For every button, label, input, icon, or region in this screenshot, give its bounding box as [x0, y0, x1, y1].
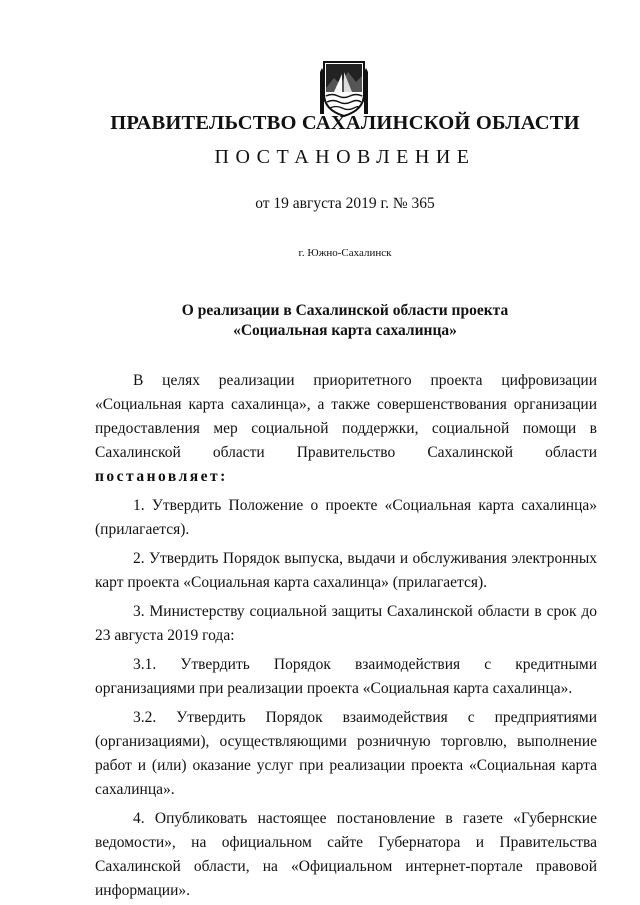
- clause-3: 3. Министерству социальной защиты Сахалинской области в срок до 23 августа 2019 года:: [95, 603, 597, 644]
- clause-2: 2. Утвердить Порядок выпуска, выдачи и обслуживания электронных карт проекта «Социальная карта сахалинца» (прилагается).: [95, 550, 597, 591]
- city-name: г. Южно-Сахалинск: [298, 247, 392, 259]
- government-name: ПРАВИТЕЛЬСТВО САХАЛИНСКОЙ ОБЛАСТИ: [110, 112, 580, 134]
- clause-1: 1. Утвердить Положение о проекте «Социальная карта сахалинца» (прилагается).: [95, 497, 597, 538]
- document-type: ПОСТАНОВЛЕНИЕ: [214, 146, 476, 168]
- document-title: [0, 301, 640, 341]
- coat-of-arms-icon: [318, 58, 370, 120]
- document-body: [95, 369, 597, 903]
- clause-3-1: 3.1. Утвердить Порядок взаимодействия с кредитными организациями при реализации проекта «Социальная карта сахалинца».: [95, 656, 597, 697]
- clause-4: 4. Опубликовать настоящее постановление в газете «Губернские ведомости», на официальном сайте Губернатора и Правительства Сахалинской области, на «Официальном интернет-портале правовой информации».: [95, 810, 597, 899]
- title-line-2: «Социальная карта сахалинца»: [233, 322, 457, 339]
- decree-word: постановляет:: [95, 468, 228, 485]
- preamble-paragraph: [95, 369, 597, 489]
- title-line-1: О реализации в Сахалинской области проекта: [181, 302, 509, 319]
- document-date-number: от 19 августа 2019 г. № 365: [255, 195, 435, 212]
- clause-3-2: 3.2. Утвердить Порядок взаимодействия с предприятиями (организациями), осуществляющими розничную торговлю, выполнение работ и (или) оказание услуг при реализации проекта «Социальная карта сахалинца».: [95, 709, 597, 798]
- preamble-text: В целях реализации приоритетного проекта цифровизации «Социальная карта сахалинца», а также совершенствования организации предоставления мер социальной поддержки, социальной помощи в Сахалинской области Правительство Сахалинской области: [95, 372, 597, 461]
